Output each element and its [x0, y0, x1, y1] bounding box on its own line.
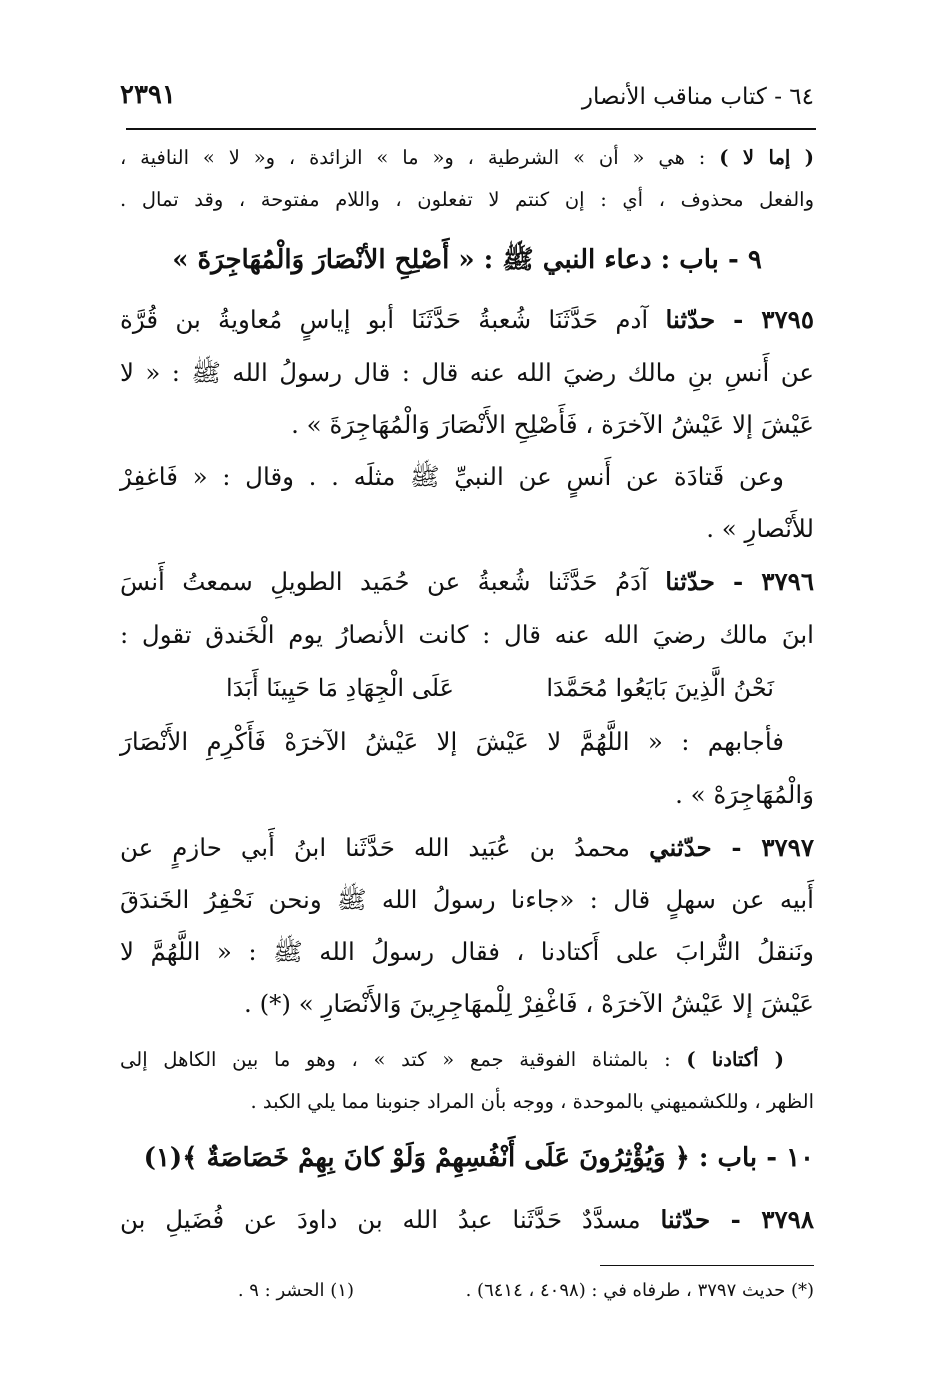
hadith-line: [120, 567, 814, 596]
hadith-line: وَالْمُهَاجِرَهْ » .: [675, 780, 814, 809]
hadith-line: عَيْشَ إلا عَيْشُ الآخرَهْ ، فَاغْفِرْ لِلْمهَاجِرِينَ وَالأَنْصَارِ » (*) .: [244, 989, 814, 1018]
header-rule: [126, 128, 816, 130]
page-number: ٢٣٩١: [120, 80, 176, 110]
note-line: والفعل محذوف ، أي : إن كنتم لا تفعلون ، واللام مفتوحة ، وقد تمال .: [120, 188, 814, 211]
chapter-heading: ١٠ - باب : ﴿ وَيُؤْثِرُونَ عَلَى أَنْفُسِهِمْ وَلَوْ كانَ بِهِمْ خَصَاصَةٌ ﴾(١): [143, 1143, 814, 1173]
note-text: : هي « أن » الشرطية ، و« ما » الزائدة ، و« لا » النافية ،: [120, 146, 706, 169]
verse-hemistich-left: عَلَى الْجِهَادِ مَا حَيِينَا أَبَدَا: [226, 674, 454, 702]
hadith-text: مسدَّدٌ حَدَّثَنا عبدُ الله بن داودَ عن فُضَيلِ بن: [120, 1205, 641, 1234]
hadith-line: [120, 305, 814, 334]
note-term: ( إما لا ): [719, 146, 814, 169]
hadith-text: محمدُ بن عُبَيد الله حَدَّثَنا ابنُ أَبي حازمٍ عن: [120, 833, 631, 862]
hadith-line: ابنَ مالك رضيَ الله عنه قال : كانت الأنصارُ يوم الْخَندق تقول :: [120, 620, 814, 649]
note-line: الظهر ، وللكشميهني بالموحدة ، ووجه بأن المراد جنوبنا مما يلي الكبد .: [250, 1090, 814, 1113]
hadith-line: ونَنقلُ التُّرابَ على أَكتادنا ، فقال رسولُ الله ﷺ : « اللَّهُمَّ لا: [120, 937, 814, 966]
footnote-rule: [600, 1265, 814, 1266]
hadith-number: ٣٧٩٦ - حدّثنا: [665, 567, 814, 596]
running-header-title: ٦٤ - كتاب مناقب الأنصار: [581, 84, 814, 110]
hadith-number: ٣٧٩٥ - حدّثنا: [665, 305, 814, 334]
footnote-reference: (*) حديث ٣٧٩٧ ، طرفاه في : (٤٠٩٨ ، ٦٤١٤) .: [465, 1280, 814, 1301]
hadith-line: [120, 1205, 814, 1234]
hadith-text: آدَمُ حَدَّثَنا شُعبةُ عن حُمَيد الطويلِ سمعتُ أَنسَ: [120, 567, 648, 596]
hadith-line: عن أَنسِ بنِ مالك رضيَ الله عنه قال : قال رسولُ الله ﷺ : « لا: [120, 358, 814, 387]
hadith-line: وعن قَتادَة عن أَنسٍ عن النبيِّ ﷺ مثلَه . . وقال : « فَاغفِرْ: [120, 462, 784, 491]
note-line: [120, 1048, 784, 1071]
chapter-heading: ٩ - باب : دعاء النبي ﷺ : « أَصْلِحِ الأنْصَارَ وَالْمُهَاجِرَةَ »: [172, 245, 762, 275]
hadith-line: فأجابهم : « اللَّهُمَّ لا عَيْشَ إلا عَيْشُ الآخرَهْ فَأَكْرِمِ الأَنْصَارَ: [120, 727, 784, 756]
hadith-line: للأَنْصارِ » .: [706, 514, 814, 543]
note-line: [120, 146, 814, 169]
hadith-line: أَبيه عن سهلٍ قال : «جاءنا رسولُ الله ﷺ ونحن نَحْفِرُ الخَندَقَ: [120, 885, 814, 914]
footnote-quran: (١) الحشر : ٩ .: [237, 1280, 354, 1301]
verse-hemistich-right: نَحْنُ الَّذِينَ بَايَعُوا مُحَمَّدَا: [546, 674, 774, 702]
hadith-number: ٣٧٩٨ - حدّثنا: [660, 1205, 814, 1234]
hadith-line: عَيْشَ إلا عَيْشُ الآخرَة ، فَأَصْلِحِ الأَنْصَارَ وَالْمُهَاجِرَةَ » .: [291, 410, 814, 439]
hadith-text: آدم حَدَّثَنَا شُعبةُ حَدَّثَنَا أبو إياسٍ مُعاويةُ بن قُرَّة: [120, 305, 649, 334]
hadith-number: ٣٧٩٧ - حدّثني: [649, 833, 814, 862]
note-term: ( أكتادنا ): [686, 1048, 785, 1071]
note-text: : بالمثناة الفوقية جمع « كتد » ، وهو ما بين الكاهل إلى: [120, 1048, 671, 1071]
hadith-line: [120, 833, 814, 862]
